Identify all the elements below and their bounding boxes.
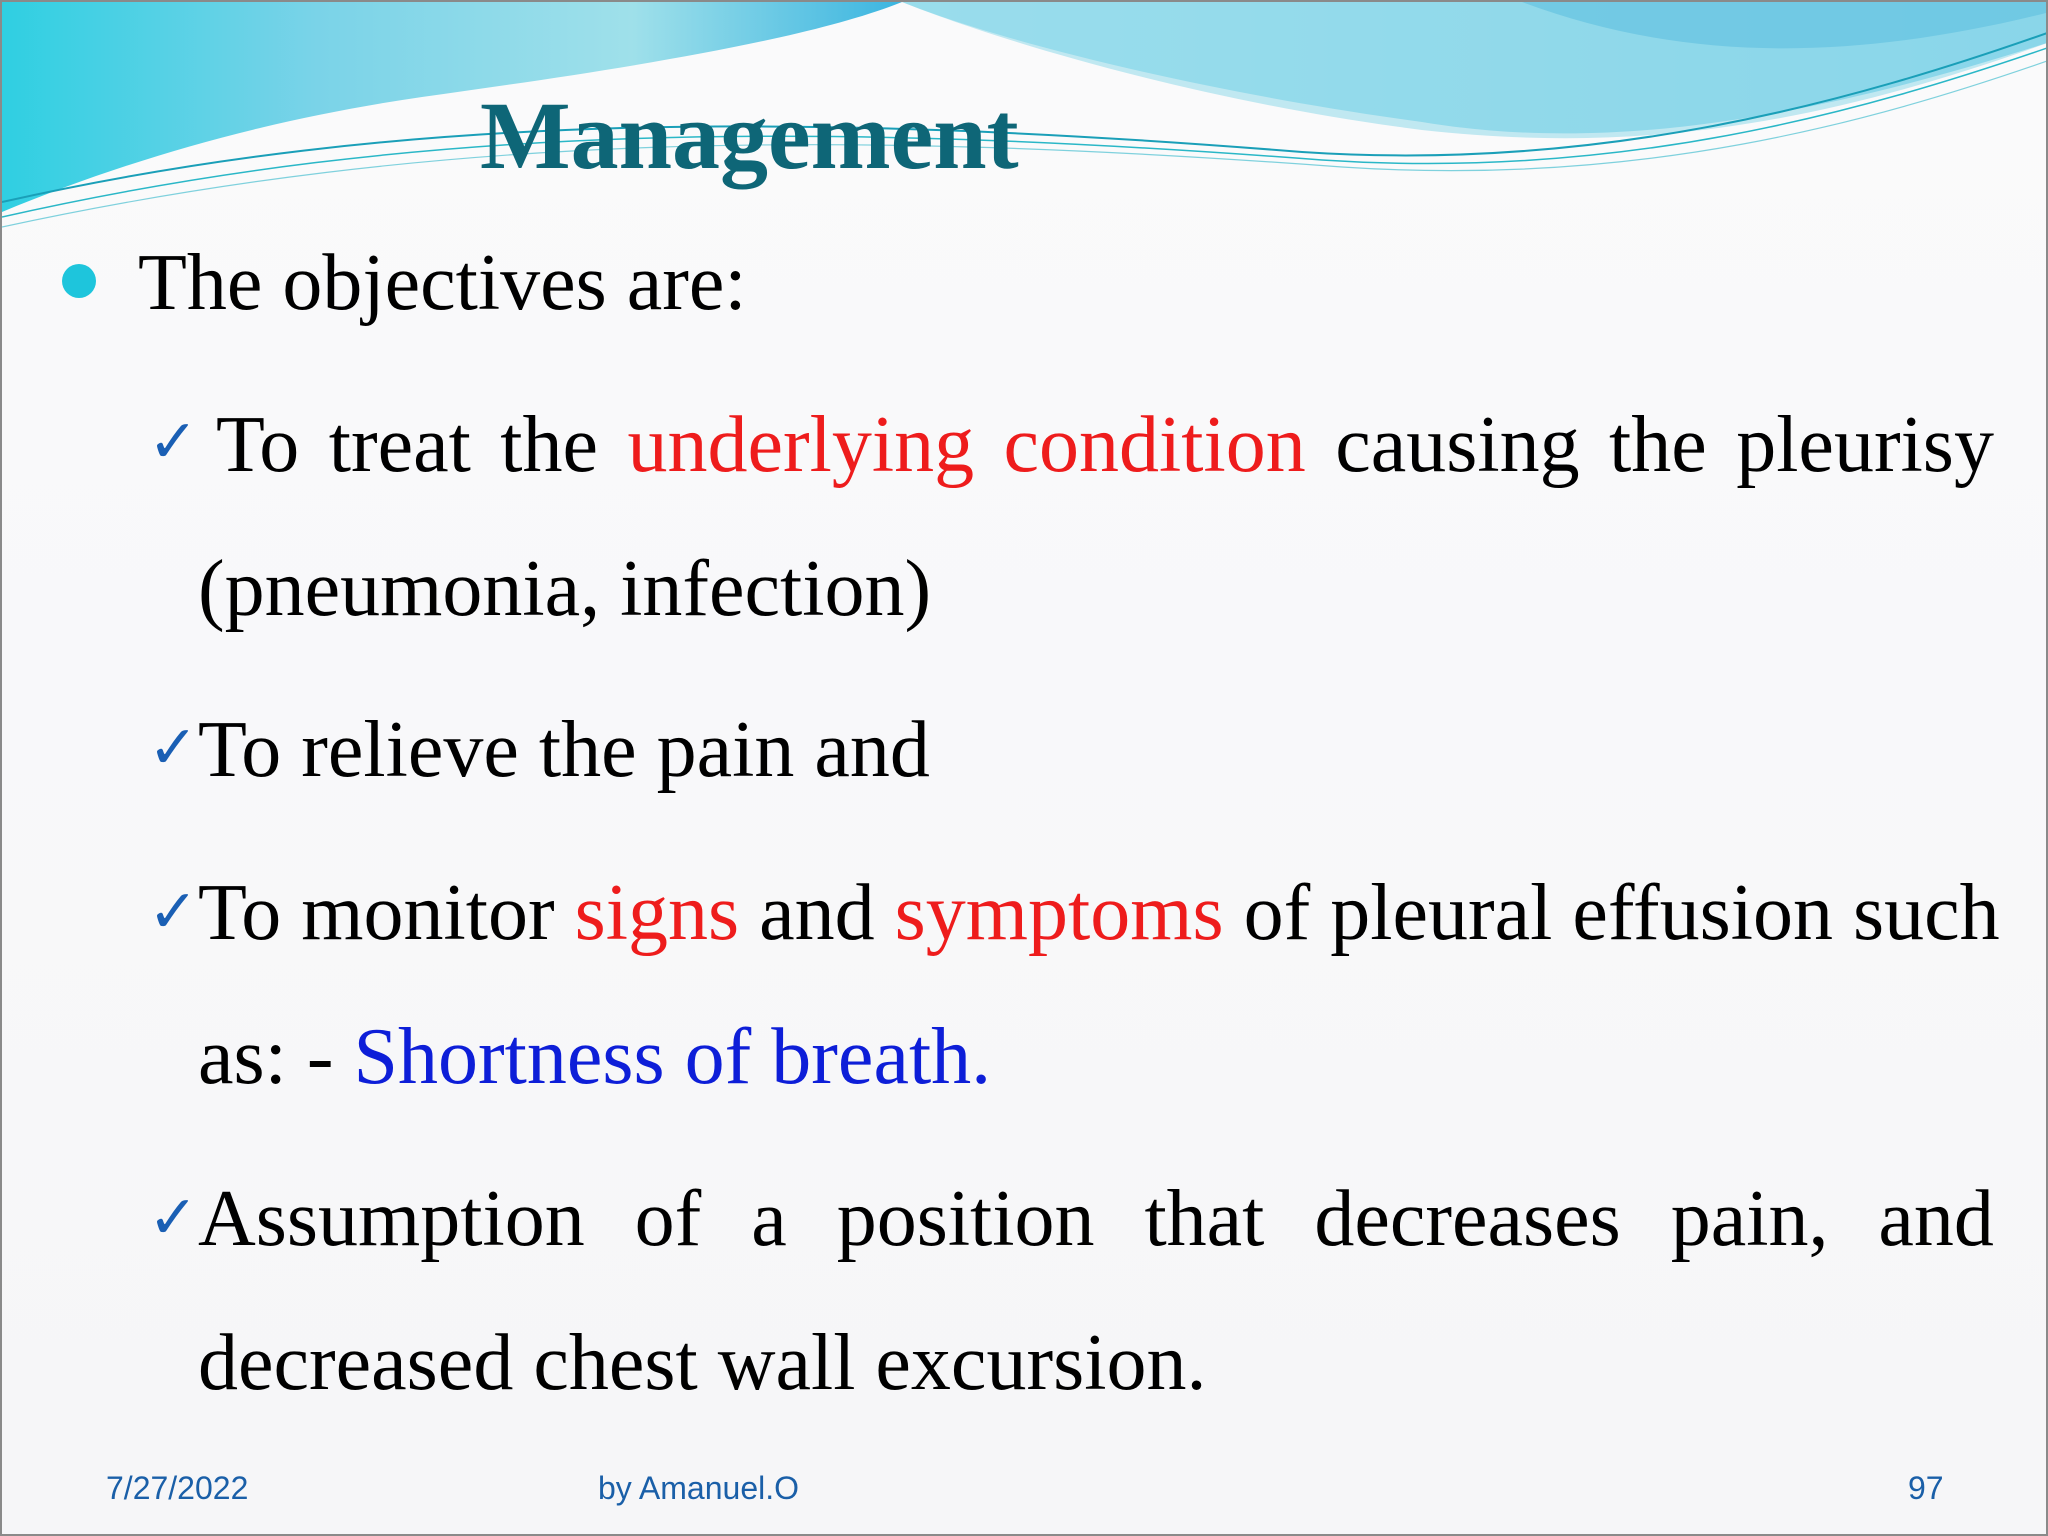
highlight-condition: condition	[1003, 401, 1306, 489]
word: the	[500, 401, 599, 489]
objective-1-line-1	[216, 400, 1994, 490]
word: causing	[1335, 401, 1580, 489]
footer-page-number: 97	[1908, 1470, 1944, 1506]
word: the	[1609, 401, 1707, 489]
text: of pleural effusion such	[1223, 869, 2000, 957]
check-icon: ✓	[148, 1183, 199, 1253]
bullet-dot-icon	[62, 264, 96, 298]
word: To	[216, 401, 300, 489]
objective-1-line-2: (pneumonia, infection)	[198, 545, 932, 633]
word: pain,	[1670, 1175, 1829, 1263]
objective-4-line-1	[198, 1174, 1994, 1264]
footer-date: 7/27/2022	[106, 1470, 249, 1506]
footer-author: by Amanuel.O	[598, 1470, 799, 1506]
word: decreases	[1314, 1175, 1621, 1263]
word: Assumption	[198, 1175, 585, 1263]
objective-4-line-2: decreased chest wall excursion.	[198, 1319, 1207, 1407]
word: and	[1878, 1175, 1994, 1263]
text: as: -	[198, 1013, 354, 1101]
word: that	[1144, 1175, 1265, 1263]
word: a	[751, 1175, 787, 1263]
objective-3-line-1	[198, 868, 2000, 958]
objective-3-line-2	[198, 1012, 991, 1102]
intro-text: The objectives are:	[138, 239, 747, 327]
check-icon: ✓	[148, 713, 199, 783]
word: pleurisy	[1736, 401, 1994, 489]
word: treat	[328, 401, 471, 489]
text: To monitor	[198, 869, 575, 957]
highlight-symptoms: symptoms	[894, 869, 1224, 957]
header-wave-decoration	[2, 2, 2048, 242]
check-icon: ✓	[148, 407, 199, 477]
slide-title: Management	[480, 82, 1019, 189]
word: of	[634, 1175, 702, 1263]
text: and	[739, 869, 895, 957]
objective-2: To relieve the pain and	[198, 706, 930, 794]
objective-3-text	[198, 868, 2000, 958]
highlight-underlying: underlying	[627, 401, 975, 489]
highlight-signs: signs	[574, 869, 740, 957]
check-icon: ✓	[148, 877, 199, 947]
word: position	[836, 1175, 1095, 1263]
highlight-shortness-of-breath: Shortness of breath.	[353, 1013, 992, 1101]
